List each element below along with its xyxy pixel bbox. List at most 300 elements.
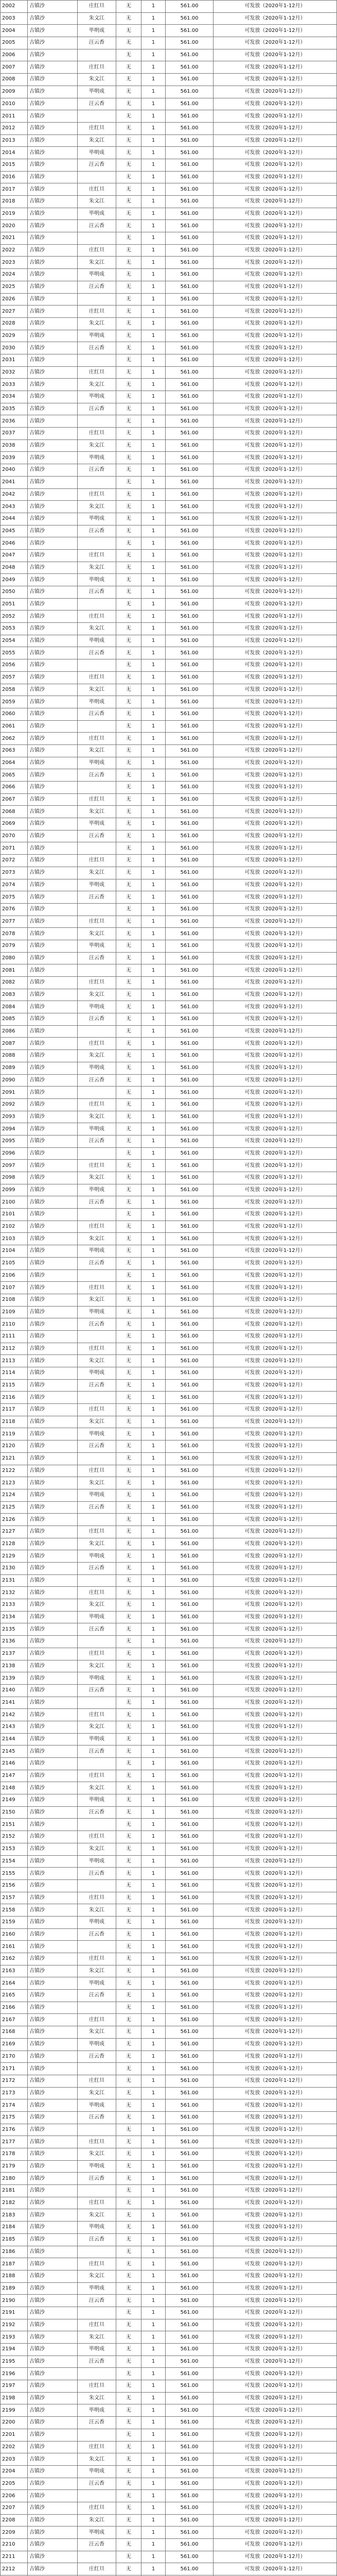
quantity-cell: 1 (141, 1514, 166, 1526)
remark-cell: 可发放（2020年1-12月） (214, 903, 337, 916)
unit-cell: 古镇沙 (28, 2222, 78, 2234)
remark-cell: 可发放（2020年1-12月） (214, 2038, 337, 2050)
serial-number-cell: 2194 (1, 2344, 28, 2356)
quantity-cell: 1 (141, 49, 166, 61)
unit-cell: 古镇沙 (28, 1440, 78, 1453)
unit-cell: 古镇沙 (28, 2514, 78, 2527)
amount-cell: 561.00 (166, 928, 214, 940)
name-cell: 庄红旦 (78, 977, 116, 989)
name-cell: 毕明成 (78, 574, 116, 586)
amount-cell: 561.00 (166, 488, 214, 501)
amount-cell: 561.00 (166, 916, 214, 928)
remark-cell: 可发放（2020年1-12月） (214, 1343, 337, 1355)
serial-number-cell: 2006 (1, 49, 28, 61)
serial-number-cell: 2135 (1, 1623, 28, 1636)
amount-cell: 561.00 (166, 598, 214, 611)
unit-cell: 古镇沙 (28, 2355, 78, 2368)
table-row (1, 1916, 337, 1928)
unit-cell: 古镇沙 (28, 244, 78, 257)
unit-cell: 古镇沙 (28, 1721, 78, 1733)
name-cell: 庄红旦 (78, 1221, 116, 1233)
amount-cell: 561.00 (166, 2295, 214, 2307)
amount-cell: 561.00 (166, 2099, 214, 2112)
disability-level-cell: 无 (116, 2404, 141, 2417)
remark-cell: 可发放（2020年1-12月） (214, 1184, 337, 1196)
serial-number-cell: 2035 (1, 403, 28, 415)
quantity-cell: 1 (141, 1916, 166, 1928)
serial-number-cell: 2094 (1, 1123, 28, 1136)
unit-cell: 古镇沙 (28, 1111, 78, 1123)
remark-cell: 可发放（2020年1-12月） (214, 1794, 337, 1807)
remark-cell: 可发放（2020年1-12月） (214, 1819, 337, 1831)
amount-cell: 561.00 (166, 757, 214, 769)
amount-cell: 561.00 (166, 37, 214, 49)
unit-cell: 古镇沙 (28, 342, 78, 354)
amount-cell: 561.00 (166, 2331, 214, 2344)
quantity-cell: 1 (141, 1111, 166, 1123)
remark-cell: 可发放（2020年1-12月） (214, 2246, 337, 2258)
unit-cell: 古镇沙 (28, 2295, 78, 2307)
table-row (1, 1355, 337, 1367)
amount-cell: 561.00 (166, 281, 214, 293)
serial-number-cell: 2048 (1, 562, 28, 574)
amount-cell: 561.00 (166, 1392, 214, 1404)
unit-cell: 古镇沙 (28, 1733, 78, 1745)
name-cell: 庄红旦 (78, 1526, 116, 1538)
name-cell (78, 1209, 116, 1221)
serial-number-cell: 2078 (1, 928, 28, 940)
amount-cell: 561.00 (166, 196, 214, 208)
disability-level-cell: 无 (116, 586, 141, 599)
amount-cell: 561.00 (166, 86, 214, 98)
unit-cell: 古镇沙 (28, 1953, 78, 1965)
unit-cell: 古镇沙 (28, 1745, 78, 1758)
quantity-cell: 1 (141, 1087, 166, 1099)
serial-number-cell: 2045 (1, 525, 28, 537)
table-row (1, 2368, 337, 2380)
table-row (1, 744, 337, 757)
quantity-cell: 1 (141, 1318, 166, 1331)
table-row (1, 1135, 337, 1147)
remark-cell: 可发放（2020年1-12月） (214, 2111, 337, 2124)
quantity-cell: 1 (141, 488, 166, 501)
table-row (1, 1514, 337, 1526)
quantity-cell: 1 (141, 1257, 166, 1269)
remark-cell: 可发放（2020年1-12月） (214, 49, 337, 61)
table-row (1, 2258, 337, 2270)
table-row (1, 1282, 337, 1294)
name-cell: 毕明成 (78, 1611, 116, 1623)
disability-level-cell: 无 (116, 25, 141, 37)
serial-number-cell: 2021 (1, 232, 28, 245)
unit-cell: 古镇沙 (28, 208, 78, 220)
serial-number-cell: 2116 (1, 1392, 28, 1404)
disability-level-cell: 无 (116, 1721, 141, 1733)
table-row (1, 2246, 337, 2258)
unit-cell: 古镇沙 (28, 647, 78, 659)
amount-cell: 561.00 (166, 501, 214, 513)
amount-cell: 561.00 (166, 1831, 214, 1843)
table-row (1, 1306, 337, 1318)
remark-cell: 可发放（2020年1-12月） (214, 1257, 337, 1269)
disability-level-cell: 无 (116, 537, 141, 550)
name-cell (78, 293, 116, 306)
disability-level-cell: 无 (116, 977, 141, 989)
unit-cell: 古镇沙 (28, 720, 78, 733)
table-row (1, 2514, 337, 2527)
table-row (1, 1538, 337, 1550)
amount-cell: 561.00 (166, 1965, 214, 1977)
unit-cell: 古镇沙 (28, 708, 78, 720)
disability-level-cell: 无 (116, 1257, 141, 1269)
disability-level-cell: 无 (116, 1563, 141, 1575)
name-cell: 汪云香 (78, 403, 116, 415)
unit-cell: 古镇沙 (28, 1087, 78, 1099)
table-row (1, 1404, 337, 1416)
serial-number-cell: 2206 (1, 2490, 28, 2502)
serial-number-cell: 2147 (1, 1770, 28, 1782)
disability-level-cell: 无 (116, 903, 141, 916)
amount-cell: 561.00 (166, 74, 214, 86)
unit-cell: 古镇沙 (28, 2050, 78, 2063)
amount-cell: 561.00 (166, 2002, 214, 2014)
serial-number-cell: 2072 (1, 855, 28, 867)
name-cell: 朱文江 (78, 1233, 116, 1245)
table-row (1, 1440, 337, 1453)
disability-level-cell: 无 (116, 2038, 141, 2050)
disability-level-cell: 无 (116, 403, 141, 415)
quantity-cell: 1 (141, 110, 166, 123)
serial-number-cell: 2166 (1, 2002, 28, 2014)
amount-cell: 561.00 (166, 2258, 214, 2270)
quantity-cell: 1 (141, 1392, 166, 1404)
disability-level-cell: 无 (116, 110, 141, 123)
unit-cell: 古镇沙 (28, 293, 78, 306)
quantity-cell: 1 (141, 2026, 166, 2039)
remark-cell: 可发放（2020年1-12月） (214, 2514, 337, 2527)
remark-cell: 可发放（2020年1-12月） (214, 403, 337, 415)
unit-cell: 古镇沙 (28, 1221, 78, 1233)
remark-cell: 可发放（2020年1-12月） (214, 2160, 337, 2173)
remark-cell: 可发放（2020年1-12月） (214, 415, 337, 428)
amount-cell: 561.00 (166, 806, 214, 818)
name-cell (78, 171, 116, 183)
table-row (1, 2270, 337, 2282)
unit-cell: 古镇沙 (28, 598, 78, 611)
unit-cell: 古镇沙 (28, 1343, 78, 1355)
amount-cell: 561.00 (166, 708, 214, 720)
amount-cell: 561.00 (166, 2173, 214, 2185)
amount-cell: 561.00 (166, 2527, 214, 2539)
quantity-cell: 1 (141, 1758, 166, 1770)
amount-cell: 561.00 (166, 1379, 214, 1392)
quantity-cell: 1 (141, 2050, 166, 2063)
disability-level-cell: 无 (116, 2111, 141, 2124)
name-cell: 朱文江 (78, 1111, 116, 1123)
disability-level-cell: 无 (116, 1806, 141, 1819)
table-row (1, 2307, 337, 2319)
remark-cell: 可发放（2020年1-12月） (214, 220, 337, 232)
quantity-cell: 1 (141, 12, 166, 25)
disability-level-cell: 无 (116, 1623, 141, 1636)
remark-cell: 可发放（2020年1-12月） (214, 1209, 337, 1221)
table-row (1, 2222, 337, 2234)
table-row (1, 1697, 337, 1709)
disability-level-cell: 无 (116, 269, 141, 281)
name-cell (78, 2002, 116, 2014)
unit-cell: 古镇沙 (28, 1038, 78, 1050)
table-row (1, 281, 337, 293)
disability-level-cell: 无 (116, 525, 141, 537)
quantity-cell: 1 (141, 1306, 166, 1318)
quantity-cell: 1 (141, 549, 166, 562)
amount-cell: 561.00 (166, 391, 214, 403)
serial-number-cell: 2196 (1, 2368, 28, 2380)
amount-cell: 561.00 (166, 1318, 214, 1331)
table-row (1, 2063, 337, 2075)
quantity-cell: 1 (141, 1379, 166, 1392)
unit-cell: 古镇沙 (28, 916, 78, 928)
disability-level-cell: 无 (116, 1599, 141, 1612)
amount-cell: 561.00 (166, 879, 214, 891)
table-row (1, 1770, 337, 1782)
quantity-cell: 1 (141, 1184, 166, 1196)
serial-number-cell: 2175 (1, 2111, 28, 2124)
name-cell: 毕明成 (78, 2038, 116, 2050)
name-cell: 朱文江 (78, 134, 116, 147)
quantity-cell: 1 (141, 2514, 166, 2527)
amount-cell: 561.00 (166, 647, 214, 659)
quantity-cell: 1 (141, 1269, 166, 1282)
name-cell (78, 903, 116, 916)
table-row (1, 1233, 337, 1245)
quantity-cell: 1 (141, 25, 166, 37)
quantity-cell: 1 (141, 1294, 166, 1306)
serial-number-cell: 2125 (1, 1501, 28, 1514)
serial-number-cell: 2211 (1, 2551, 28, 2563)
disability-level-cell: 无 (116, 171, 141, 183)
quantity-cell: 1 (141, 1879, 166, 1892)
serial-number-cell: 2031 (1, 354, 28, 366)
serial-number-cell: 2090 (1, 1074, 28, 1087)
name-cell: 汪云香 (78, 525, 116, 537)
serial-number-cell: 2049 (1, 574, 28, 586)
quantity-cell: 1 (141, 1672, 166, 1685)
remark-cell: 可发放（2020年1-12月） (214, 708, 337, 720)
remark-cell: 可发放（2020年1-12月） (214, 647, 337, 659)
serial-number-cell: 2053 (1, 623, 28, 635)
quantity-cell: 1 (141, 879, 166, 891)
amount-cell: 561.00 (166, 623, 214, 635)
serial-number-cell: 2022 (1, 244, 28, 257)
remark-cell: 可发放（2020年1-12月） (214, 720, 337, 733)
quantity-cell: 1 (141, 1245, 166, 1258)
table-row (1, 1758, 337, 1770)
disability-level-cell: 无 (116, 1440, 141, 1453)
serial-number-cell: 2126 (1, 1514, 28, 1526)
unit-cell: 古镇沙 (28, 1477, 78, 1489)
table-row (1, 769, 337, 782)
disability-level-cell: 无 (116, 2539, 141, 2551)
amount-cell: 561.00 (166, 1209, 214, 1221)
quantity-cell: 1 (141, 379, 166, 391)
amount-cell: 561.00 (166, 232, 214, 245)
name-cell: 朱文江 (78, 2026, 116, 2039)
name-cell: 朱文江 (78, 1477, 116, 1489)
amount-cell: 561.00 (166, 244, 214, 257)
remark-cell: 可发放（2020年1-12月） (214, 1721, 337, 1733)
amount-cell: 561.00 (166, 1733, 214, 1745)
table-row (1, 330, 337, 342)
quantity-cell: 1 (141, 2441, 166, 2453)
disability-level-cell: 无 (116, 330, 141, 342)
unit-cell: 古镇沙 (28, 1904, 78, 1917)
name-cell: 毕明成 (78, 1672, 116, 1685)
remark-cell: 可发放（2020年1-12月） (214, 1636, 337, 1648)
disability-level-cell: 无 (116, 1977, 141, 1990)
quantity-cell: 1 (141, 611, 166, 623)
name-cell: 毕明成 (78, 1916, 116, 1928)
remark-cell: 可发放（2020年1-12月） (214, 1843, 337, 1855)
table-row (1, 964, 337, 977)
disability-level-cell: 无 (116, 183, 141, 196)
table-row (1, 891, 337, 904)
disability-level-cell: 无 (116, 1782, 141, 1794)
serial-number-cell: 2102 (1, 1221, 28, 1233)
name-cell (78, 1392, 116, 1404)
quantity-cell: 1 (141, 598, 166, 611)
serial-number-cell: 2003 (1, 12, 28, 25)
serial-number-cell: 2040 (1, 464, 28, 477)
serial-number-cell: 2143 (1, 1721, 28, 1733)
serial-number-cell: 2209 (1, 2527, 28, 2539)
unit-cell: 古镇沙 (28, 635, 78, 647)
name-cell: 朱文江 (78, 2392, 116, 2404)
remark-cell: 可发放（2020年1-12月） (214, 842, 337, 855)
amount-cell: 561.00 (166, 1550, 214, 1563)
serial-number-cell: 2178 (1, 2148, 28, 2161)
unit-cell: 古镇沙 (28, 1977, 78, 1990)
amount-cell: 561.00 (166, 855, 214, 867)
name-cell: 庄红旦 (78, 2075, 116, 2087)
amount-cell: 561.00 (166, 635, 214, 647)
unit-cell: 古镇沙 (28, 1660, 78, 1672)
unit-cell: 古镇沙 (28, 1514, 78, 1526)
quantity-cell: 1 (141, 623, 166, 635)
disability-level-cell: 无 (116, 2527, 141, 2539)
unit-cell: 古镇沙 (28, 2282, 78, 2295)
quantity-cell: 1 (141, 2527, 166, 2539)
amount-cell: 561.00 (166, 1587, 214, 1599)
remark-cell: 可发放（2020年1-12月） (214, 2404, 337, 2417)
name-cell: 汪云香 (78, 1684, 116, 1697)
table-row (1, 1660, 337, 1672)
disability-level-cell: 无 (116, 671, 141, 684)
disability-level-cell: 无 (116, 366, 141, 379)
name-cell: 汪云香 (78, 1379, 116, 1392)
quantity-cell: 1 (141, 147, 166, 159)
amount-cell: 561.00 (166, 1745, 214, 1758)
unit-cell: 古镇沙 (28, 1050, 78, 1062)
amount-cell: 561.00 (166, 476, 214, 488)
name-cell: 毕明成 (78, 2099, 116, 2112)
remark-cell: 可发放（2020年1-12月） (214, 1452, 337, 1465)
amount-cell: 561.00 (166, 1135, 214, 1147)
remark-cell: 可发放（2020年1-12月） (214, 2075, 337, 2087)
amount-cell: 561.00 (166, 611, 214, 623)
quantity-cell: 1 (141, 696, 166, 708)
quantity-cell: 1 (141, 2551, 166, 2563)
disability-level-cell: 无 (116, 879, 141, 891)
disability-level-cell: 无 (116, 647, 141, 659)
quantity-cell: 1 (141, 86, 166, 98)
remark-cell: 可发放（2020年1-12月） (214, 1782, 337, 1794)
serial-number-cell: 2087 (1, 1038, 28, 1050)
remark-cell: 可发放（2020年1-12月） (214, 2539, 337, 2551)
serial-number-cell: 2096 (1, 1147, 28, 1160)
amount-cell: 561.00 (166, 2551, 214, 2563)
disability-level-cell: 无 (116, 379, 141, 391)
disability-level-cell: 无 (116, 74, 141, 86)
amount-cell: 561.00 (166, 2209, 214, 2222)
disability-level-cell: 无 (116, 989, 141, 1001)
serial-number-cell: 2092 (1, 1098, 28, 1111)
unit-cell: 古镇沙 (28, 1990, 78, 2002)
unit-cell: 古镇沙 (28, 2331, 78, 2344)
name-cell: 汪云香 (78, 1563, 116, 1575)
unit-cell: 古镇沙 (28, 2441, 78, 2453)
disability-level-cell: 无 (116, 134, 141, 147)
table-row (1, 1416, 337, 1428)
disability-level-cell: 无 (116, 1245, 141, 1258)
quantity-cell: 1 (141, 1038, 166, 1050)
amount-cell: 561.00 (166, 403, 214, 415)
unit-cell: 古镇沙 (28, 428, 78, 440)
serial-number-cell: 2129 (1, 1550, 28, 1563)
name-cell: 朱文江 (78, 989, 116, 1001)
disability-level-cell: 无 (116, 1526, 141, 1538)
table-row (1, 1001, 337, 1013)
amount-cell: 561.00 (166, 147, 214, 159)
name-cell: 朱文江 (78, 501, 116, 513)
disability-level-cell: 无 (116, 2148, 141, 2161)
table-row (1, 1977, 337, 1990)
quantity-cell: 1 (141, 464, 166, 477)
disability-level-cell: 无 (116, 513, 141, 525)
remark-cell: 可发放（2020年1-12月） (214, 232, 337, 245)
table-row (1, 1294, 337, 1306)
unit-cell: 古镇沙 (28, 818, 78, 831)
table-row (1, 488, 337, 501)
serial-number-cell: 2210 (1, 2539, 28, 2551)
name-cell: 汪云香 (78, 1868, 116, 1880)
unit-cell: 古镇沙 (28, 1587, 78, 1599)
table-row (1, 1330, 337, 1343)
name-cell: 朱文江 (78, 2087, 116, 2099)
amount-cell: 561.00 (166, 684, 214, 696)
amount-cell: 561.00 (166, 1257, 214, 1269)
amount-cell: 561.00 (166, 977, 214, 989)
serial-number-cell: 2060 (1, 708, 28, 720)
unit-cell: 古镇沙 (28, 1257, 78, 1269)
table-row (1, 684, 337, 696)
remark-cell: 可发放（2020年1-12月） (214, 1879, 337, 1892)
remark-cell: 可发放（2020年1-12月） (214, 879, 337, 891)
remark-cell: 可发放（2020年1-12月） (214, 1465, 337, 1477)
table-row (1, 1965, 337, 1977)
name-cell: 汪云香 (78, 2233, 116, 2246)
serial-number-cell: 2212 (1, 2563, 28, 2575)
